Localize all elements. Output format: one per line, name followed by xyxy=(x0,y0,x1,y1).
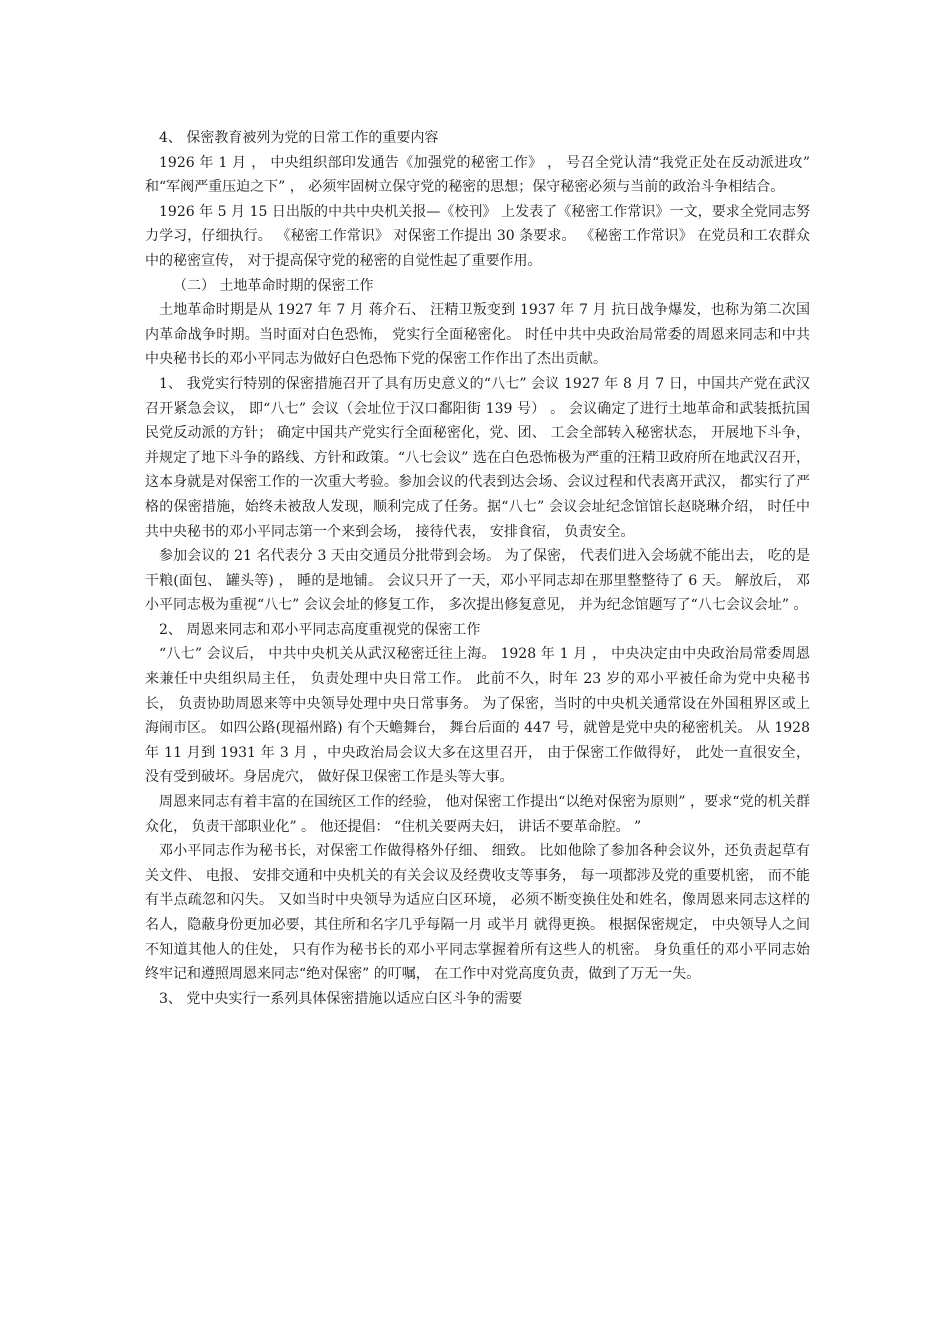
paragraph: 1926 年 5 月 15 日出版的中共中央机关报—《校刊》 上发表了《秘密工作常识》一文，要求全党同志努力学习，仔细执行。 《秘密工作常识》 对保密工作提出 30 条要求。 《秘密工作常识》 在党员和工农群众中的秘密宣传， 对于提高保守党的秘密的自觉性起了重要作用。 xyxy=(145,203,810,269)
section-heading: （二） 土地革命时期的保密工作 xyxy=(173,277,374,294)
paragraph: 1926 年 1 月 ， 中央组织部印发通告《加强党的秘密工作》 ， 号召全党认清“我党正处在反动派进攻” 和“军阀严重压迫之下” ， 必须牢固树立保守党的秘密的思想；保守秘密必须与当前的政治斗争相结合。 xyxy=(145,154,810,196)
paragraph: 土地革命时期是从 1927 年 7 月 蒋介石、 汪精卫叛变到 1937 年 7 月 抗日战争爆发，也称为第二次国内革命战争时期。当时面对白色恐怖， 党实行全面秘密化。 时任中共中央政治局常委的周恩来同志和中共中央秘书长的邓小平同志为做好白色恐怖下党的保密工作作出了杰出贡献。 xyxy=(145,302,810,368)
paragraph: 参加会议的 21 名代表分 3 天由交通员分批带到会场。 为了保密， 代表们进入会场就不能出去， 吃的是干粮(面包、 罐头等) ， 睡的是地铺。 会议只开了一天，邓小平同志却在那里整整待了 6 天。 解放后， 邓小平同志极为重视“八七” 会议会址的修复工作， 多次提出修复意见， 并为纪念馆题写了“八七会议会址” 。 xyxy=(145,548,810,614)
paragraph: 1、 我党实行特别的保密措施召开了具有历史意义的“八七” 会议 1927 年 8 月 7 日，中国共产党在武汉召开紧急会议， 即“八七” 会议（会址位于汉口鄱阳街 139 号） 。 会议确定了进行土地革命和武装抵抗国民党反动派的方针； 确定中国共产党实行全面秘密化，党、团、 工会全部转入秘密状态， 开展地下斗争， 并规定了地下斗争的路线、方针和政策。“八七会议” 选在白色恐怖极为严重的汪精卫政府所在地武汉召开， 这本身就是对保密工作的一次重大考验。参加会议的代表到达会场、会议过程和代表离开武汉， 都实行了严格的保密措施，始终未被敌人发现，顺利完成了任务。据“八七” 会议会址纪念馆馆长赵晓琳介绍， 时任中共中央秘书的邓小平同志第一个来到会场， 接待代表， 安排食宿， 负责安全。 xyxy=(145,375,810,540)
section-heading: 3、 党中央实行一系列具体保密措施以适应白区斗争的需要 xyxy=(159,990,523,1007)
paragraph: “八七” 会议后， 中共中央机关从武汉秘密迁往上海。 1928 年 1 月 ， 中央决定由中央政治局常委周恩来兼任中央组织局主任， 负责处理中央日常工作。 此前不久，时年 23 岁的邓小平被任命为党中央秘书长， 负责协助周恩来等中央领导处理中央日常事务。 为了保密，当时的中央机关通常设在外国租界区或上海闹市区。 如四公路(现福州路) 有个天蟾舞台， 舞台后面的 447 号，就曾是党中央的秘密机关。 从 1928 年 11 月到 1931 年 3 月 ，中央政治局会议大多在这里召开， 由于保密工作做得好， 此处一直很安全， 没有受到破坏。身居虎穴， 做好保卫保密工作是头等大事。 xyxy=(145,646,810,786)
section-heading: 2、 周恩来同志和邓小平同志高度重视党的保密工作 xyxy=(159,621,481,638)
paragraph: 邓小平同志作为秘书长，对保密工作做得格外仔细、 细致。 比如他除了参加各种会议外，还负责起草有关文件、 电报、 安排交通和中央机关的有关会议及经费收支等事务， 每一项都涉及党的重要机密， 而不能有半点疏忽和闪失。 又如当时中央领导为适应白区环境， 必须不断变换住处和姓名，像周恩来同志这样的名人，隐蔽身份更加必要，其住所和名字几乎每隔一月 或半月 就得更换。 根据保密规定， 中央领导人之间不知道其他人的住处， 只有作为秘书长的邓小平同志掌握着所有这些人的机密。 身负重任的邓小平同志始终牢记和遵照周恩来同志“绝对保密” 的叮嘱， 在工作中对党高度负责，做到了万无一失。 xyxy=(145,843,810,983)
section-heading: 4、 保密教育被列为党的日常工作的重要内容 xyxy=(159,130,439,146)
document-page xyxy=(145,126,810,1011)
paragraph: 周恩来同志有着丰富的在国统区工作的经验， 他对保密工作提出“以绝对保密为原则” ，要求“党的机关群众化， 负责干部职业化” 。 他还提倡： “住机关要两夫妇， 讲话不要革命腔。 ” xyxy=(145,794,810,835)
